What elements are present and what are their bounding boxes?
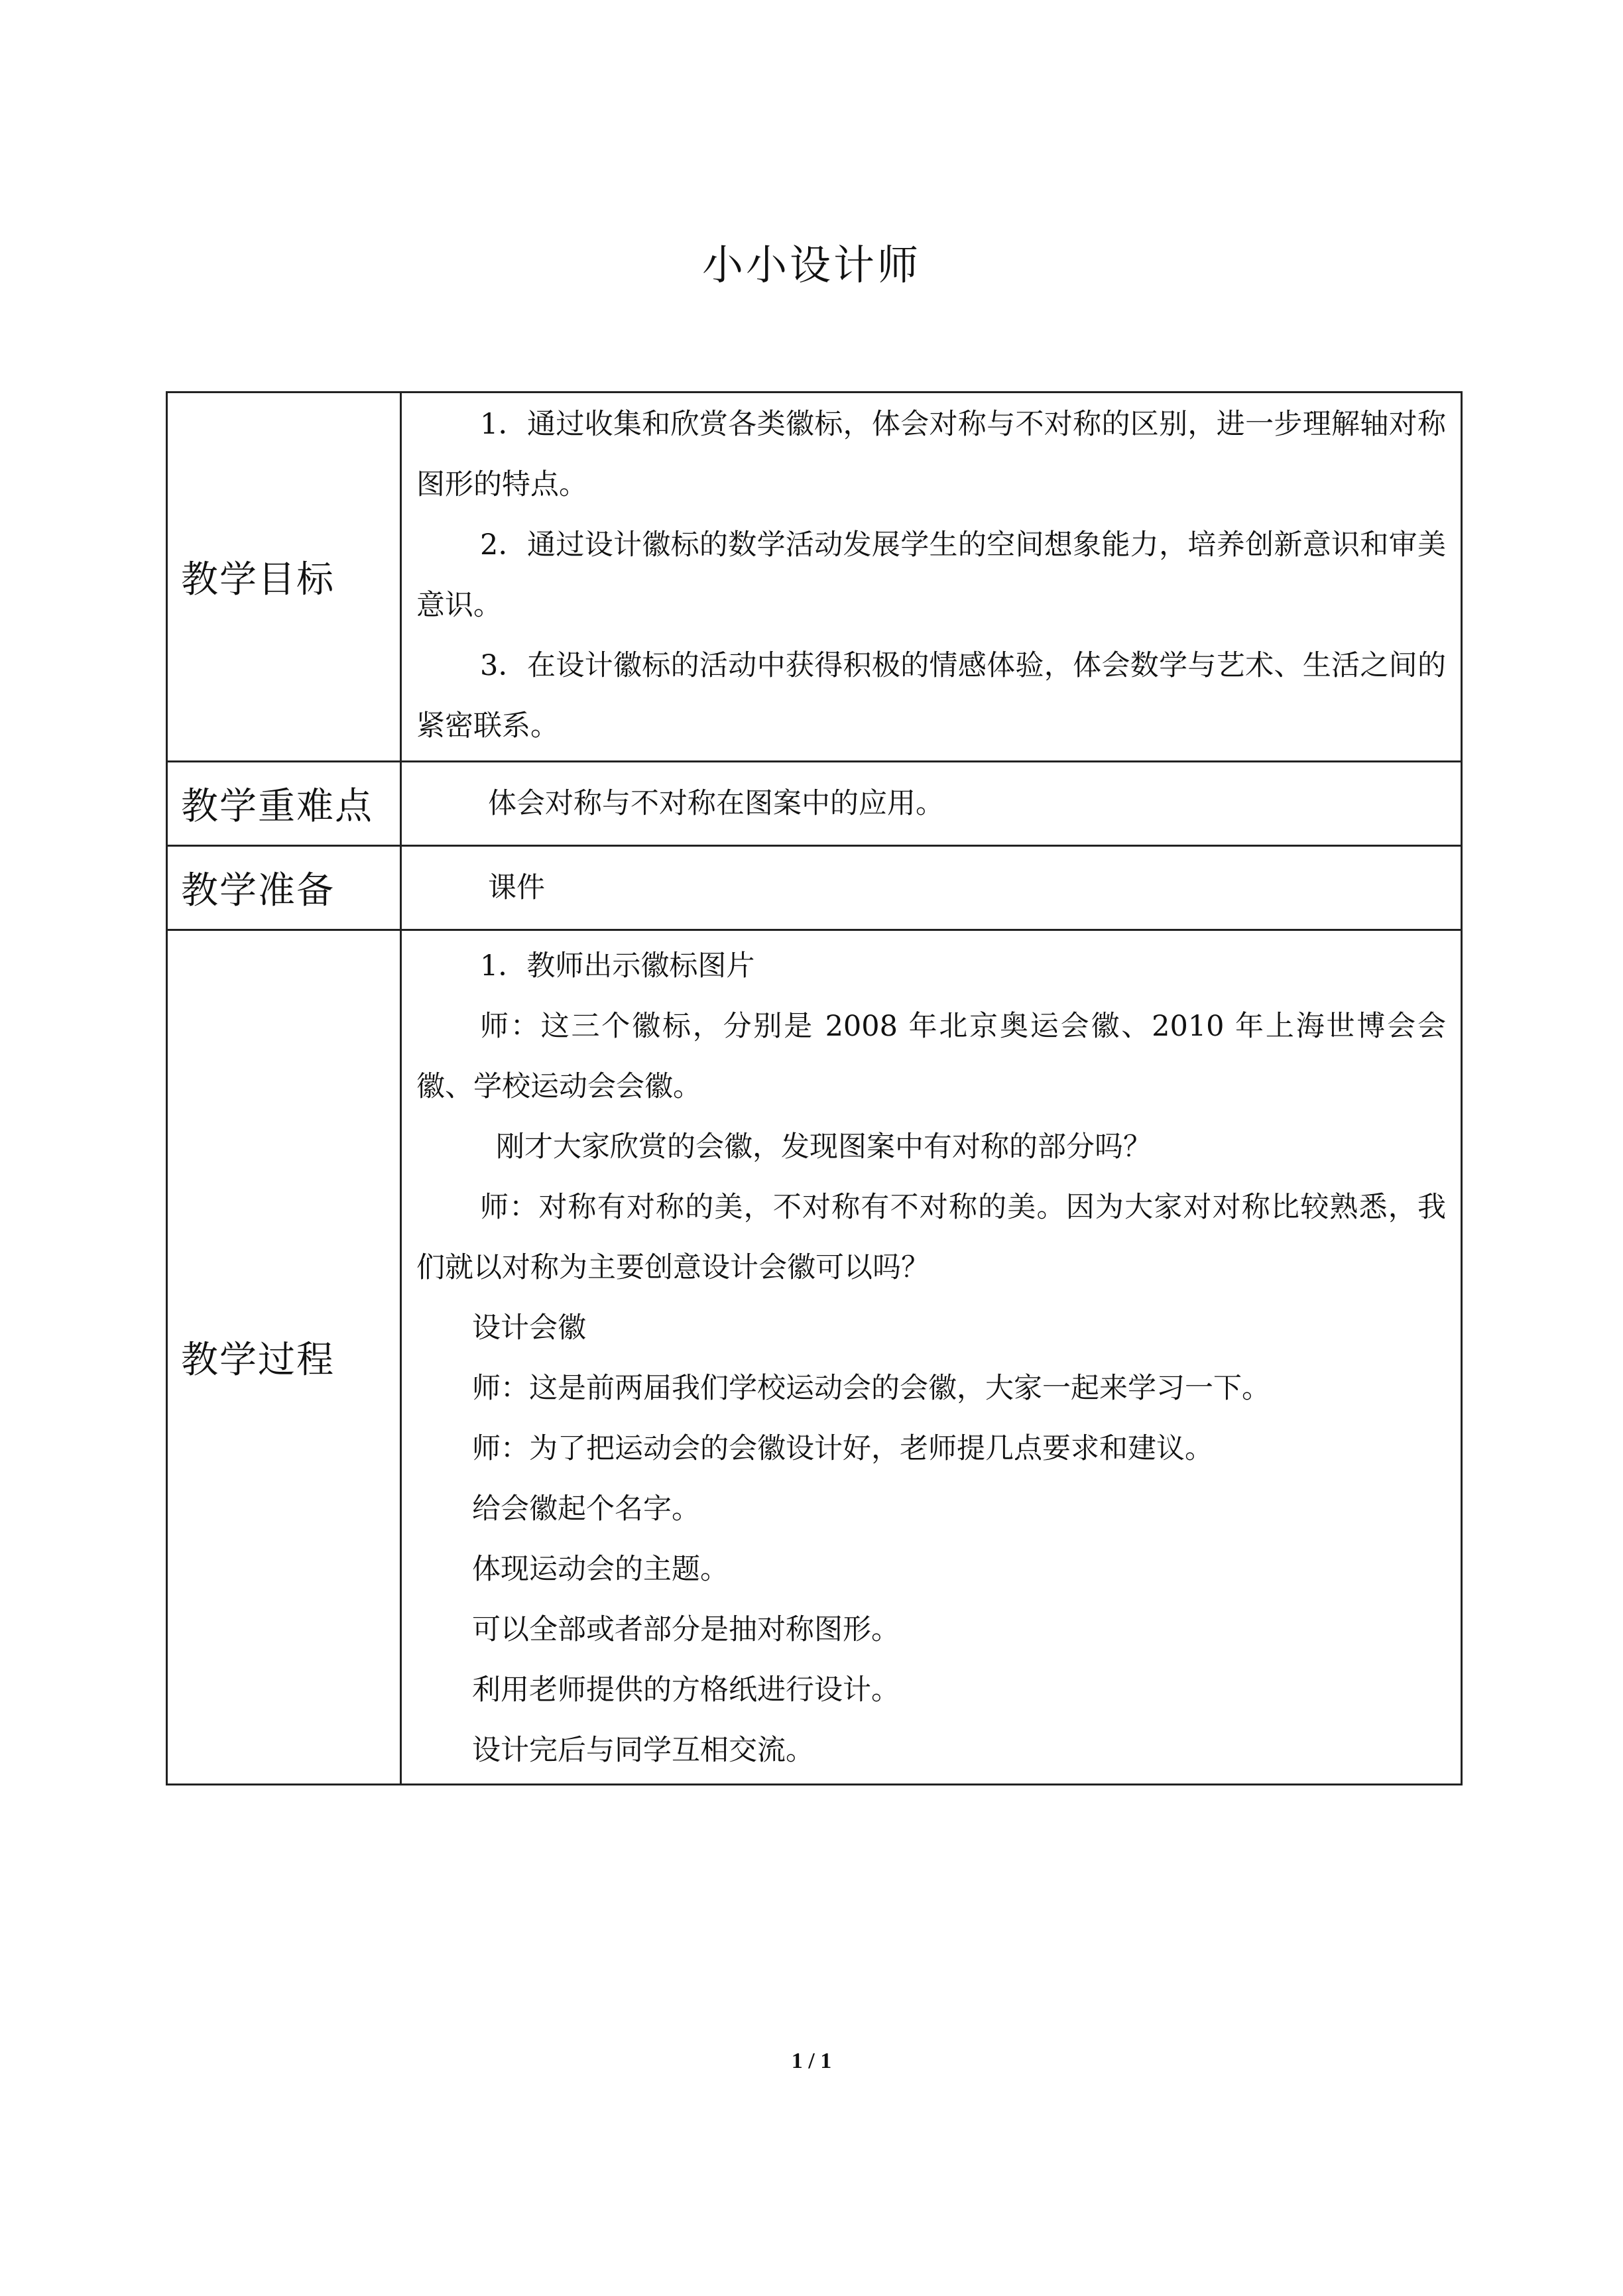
process-line: 师：这三个徽标，分别是 2008 年北京奥运会徽、2010 年上海世博会会徽、学校运动会会徽。 xyxy=(416,1010,1446,1103)
table-row-goals xyxy=(167,393,1462,762)
goal-item: 2．通过设计徽标的数学活动发展学生的空间想象能力，培养创新意识和审美意识。 xyxy=(416,528,1446,622)
process-line: 设计会徽 xyxy=(472,1311,586,1345)
page-title: 小小设计师 xyxy=(701,241,921,289)
table-row-key-points xyxy=(167,762,1462,846)
process-line: 师：对称有对称的美，不对称有不对称的美。因为大家对对称比较熟悉，我们就以对称为主要创意设计会徽可以吗？ xyxy=(416,1191,1446,1284)
row-label-preparation: 教学准备 xyxy=(167,846,401,930)
row-label-key-points: 教学重难点 xyxy=(167,762,401,846)
process-content xyxy=(401,930,1462,1785)
table-row-preparation xyxy=(167,846,1462,930)
key-points-content: 体会对称与不对称在图案中的应用。 xyxy=(401,762,1462,846)
row-label-process: 教学过程 xyxy=(167,930,401,1785)
process-line: 刚才大家欣赏的会徽，发现图案中有对称的部分吗？ xyxy=(496,1130,1152,1164)
goals-content xyxy=(401,393,1462,762)
process-line: 设计完后与同学互相交流。 xyxy=(472,1734,814,1767)
lesson-plan-table xyxy=(166,391,1463,1785)
goal-item: 1．通过收集和欣赏各类徽标，体会对称与不对称的区别，进一步理解轴对称图形的特点。 xyxy=(416,408,1446,501)
preparation-content: 课件 xyxy=(401,846,1462,930)
process-line: 师：这是前两届我们学校运动会的会徽，大家一起来学习一下。 xyxy=(472,1372,1270,1405)
process-line: 给会徽起个名字。 xyxy=(472,1492,700,1526)
process-line: 可以全部或者部分是抽对称图形。 xyxy=(472,1613,900,1646)
process-line: 师：为了把运动会的会徽设计好，老师提几点要求和建议。 xyxy=(472,1432,1213,1465)
row-label-goals: 教学目标 xyxy=(167,393,401,762)
page-number: 1 / 1 xyxy=(791,2049,832,2073)
goal-item: 3．在设计徽标的活动中获得积极的情感体验，体会数学与艺术、生活之间的紧密联系。 xyxy=(416,649,1446,743)
process-line: 利用老师提供的方格纸进行设计。 xyxy=(472,1673,900,1707)
process-line: 体现运动会的主题。 xyxy=(472,1553,729,1586)
process-line: 1．教师出示徽标图片 xyxy=(480,949,755,983)
table-row-process xyxy=(167,930,1462,1785)
